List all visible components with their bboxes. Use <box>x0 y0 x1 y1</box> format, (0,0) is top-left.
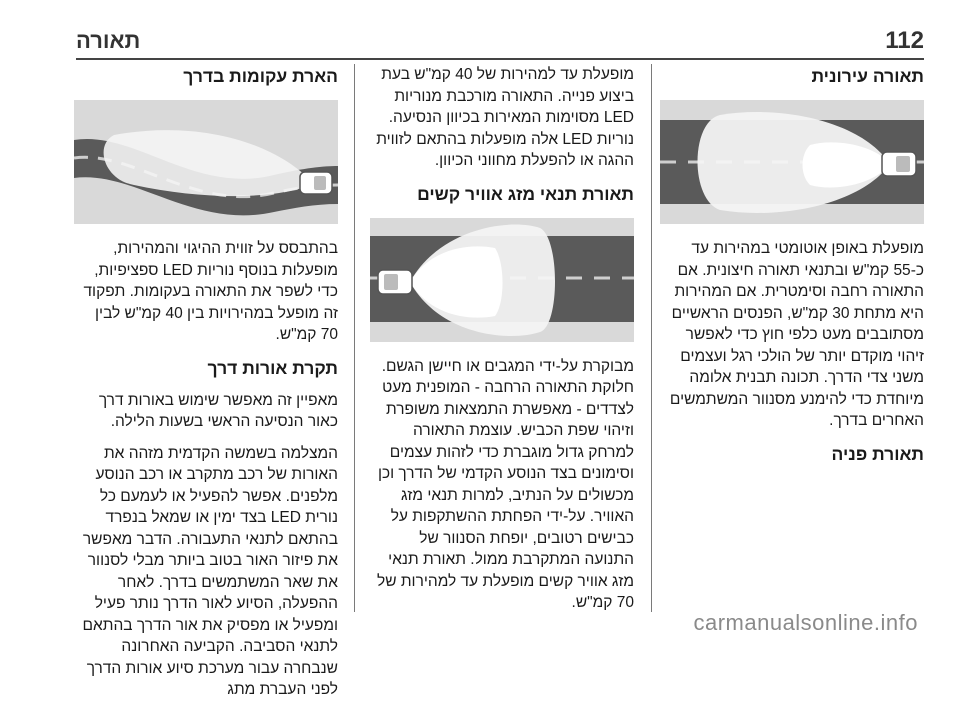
page-header <box>76 24 924 60</box>
heading-city-light: תאורה עירונית <box>811 66 924 86</box>
paragraph-highway-light-1: מאפיין זה מאפשר שימוש באורות דרך כאור הנסיעה הראשי בשעות הלילה. <box>98 391 338 430</box>
heading-highway-light: תקרת אורות דרך <box>207 357 338 378</box>
column-divider <box>651 64 652 612</box>
paragraph-corner-light: מופעלת עד למהירות של 40 קמ"ש בעת ביצוע פנייה. התאורה מורכבת מנוריות LED מסוימות המאירות בכיוון הנסיעה. נוריות LED אלה מופעלות בהתאם לזווית ההגה או להפעלת מחווני הכיוון. <box>376 66 634 169</box>
running-title: תאורה <box>76 28 141 53</box>
heading-bad-weather: תאורת תנאי מזג אוויר קשים <box>417 183 634 204</box>
paragraph-city-light: מופעלת באופן אוטומטי במהירות עד כ-55 קמ"ש ובתנאי תאורה חיצונית. אם התאורה רחבה וסימטרית. אם המהירות היא מתחת 30 קמ"ש, הפנסים הראשיים מסתובבים מעט כלפי חוץ כדי לאפשר זיהוי מוקדם יותר של הולכי רגל ועצמים משני צדי הדרך. תכונה תבנית אלומה מיוחדת כדי להימנע מסנוור המשתמשים האחרים בדרך. <box>669 240 924 429</box>
heading-corner-light: תאורת פניה <box>831 443 924 464</box>
paragraph-winding-road: בהתבסס על זווית ההיגוי והמהירות, מופעלות בנוסף נוריות LED ספציפיות, כדי לשפר את התאורה בעקומות. תפקוד זה מופעל במהירויות בין 40 קמ"ש לבין 70 קמ"ש. <box>83 240 338 343</box>
column-divider <box>354 64 355 612</box>
city-light-diagram <box>660 100 924 224</box>
heading-winding-road: הארת עקומות בדרך <box>183 66 338 86</box>
winding-road-diagram <box>74 100 338 224</box>
figure-city-light <box>660 100 924 224</box>
column-right <box>660 64 924 612</box>
figure-bad-weather <box>370 218 634 342</box>
column-left <box>74 64 338 698</box>
paragraph-bad-weather: מבוקרת על-ידי המגבים או חיישן הגשם. חלוקת התאורה הרחבה - המופנית מעט לצדדים - מאפשרת התמצאות משופרת וזיהוי שפת הכביש. עוצמת התאורה למרחק גדול מוגברת כדי לזהות עצמים וסימונים בצד הנוסע הקדמי של הדרך וכן מכשולים על הנתיב, למרות תנאי מזג האוויר. על-ידי הפחתת ההשתקפות על כבישים רטובים, יופחת הסנוור של התנועה המתקרבת ממול. תאורת תנאי מזג אוויר קשים מופעלת עד למהירות של 70 קמ"ש. <box>377 357 634 611</box>
bad-weather-diagram <box>370 218 634 342</box>
watermark: carmanualsonline.info <box>693 610 918 635</box>
paragraph-highway-light-2: המצלמה בשמשה הקדמית מזהה את האורות של רכב מתקרב או רכב הנוסע מלפנים. אפשר להפעיל או לעמעם כל נורית LED בצד ימין או שמאל בנפרד בהתאם לתנאי התעבורה. הדבר מאפשר את פיזור האור בטוב ביותר מבלי לסנוור את שאר המשתמשים בדרך. לאחר ההפעלה, הסיוע לאור הדרך נותר פעיל ומפעיל או מפסיק את אור הדרך בהתאם לתנאי הסביבה. הקביעה האחרונה שנבחרה עבור מערכת סיוע אורות הדרך לפני העברת מתג <box>82 444 338 698</box>
page-number: 112 <box>885 27 924 54</box>
figure-winding-road <box>74 100 338 224</box>
column-middle <box>370 64 634 612</box>
